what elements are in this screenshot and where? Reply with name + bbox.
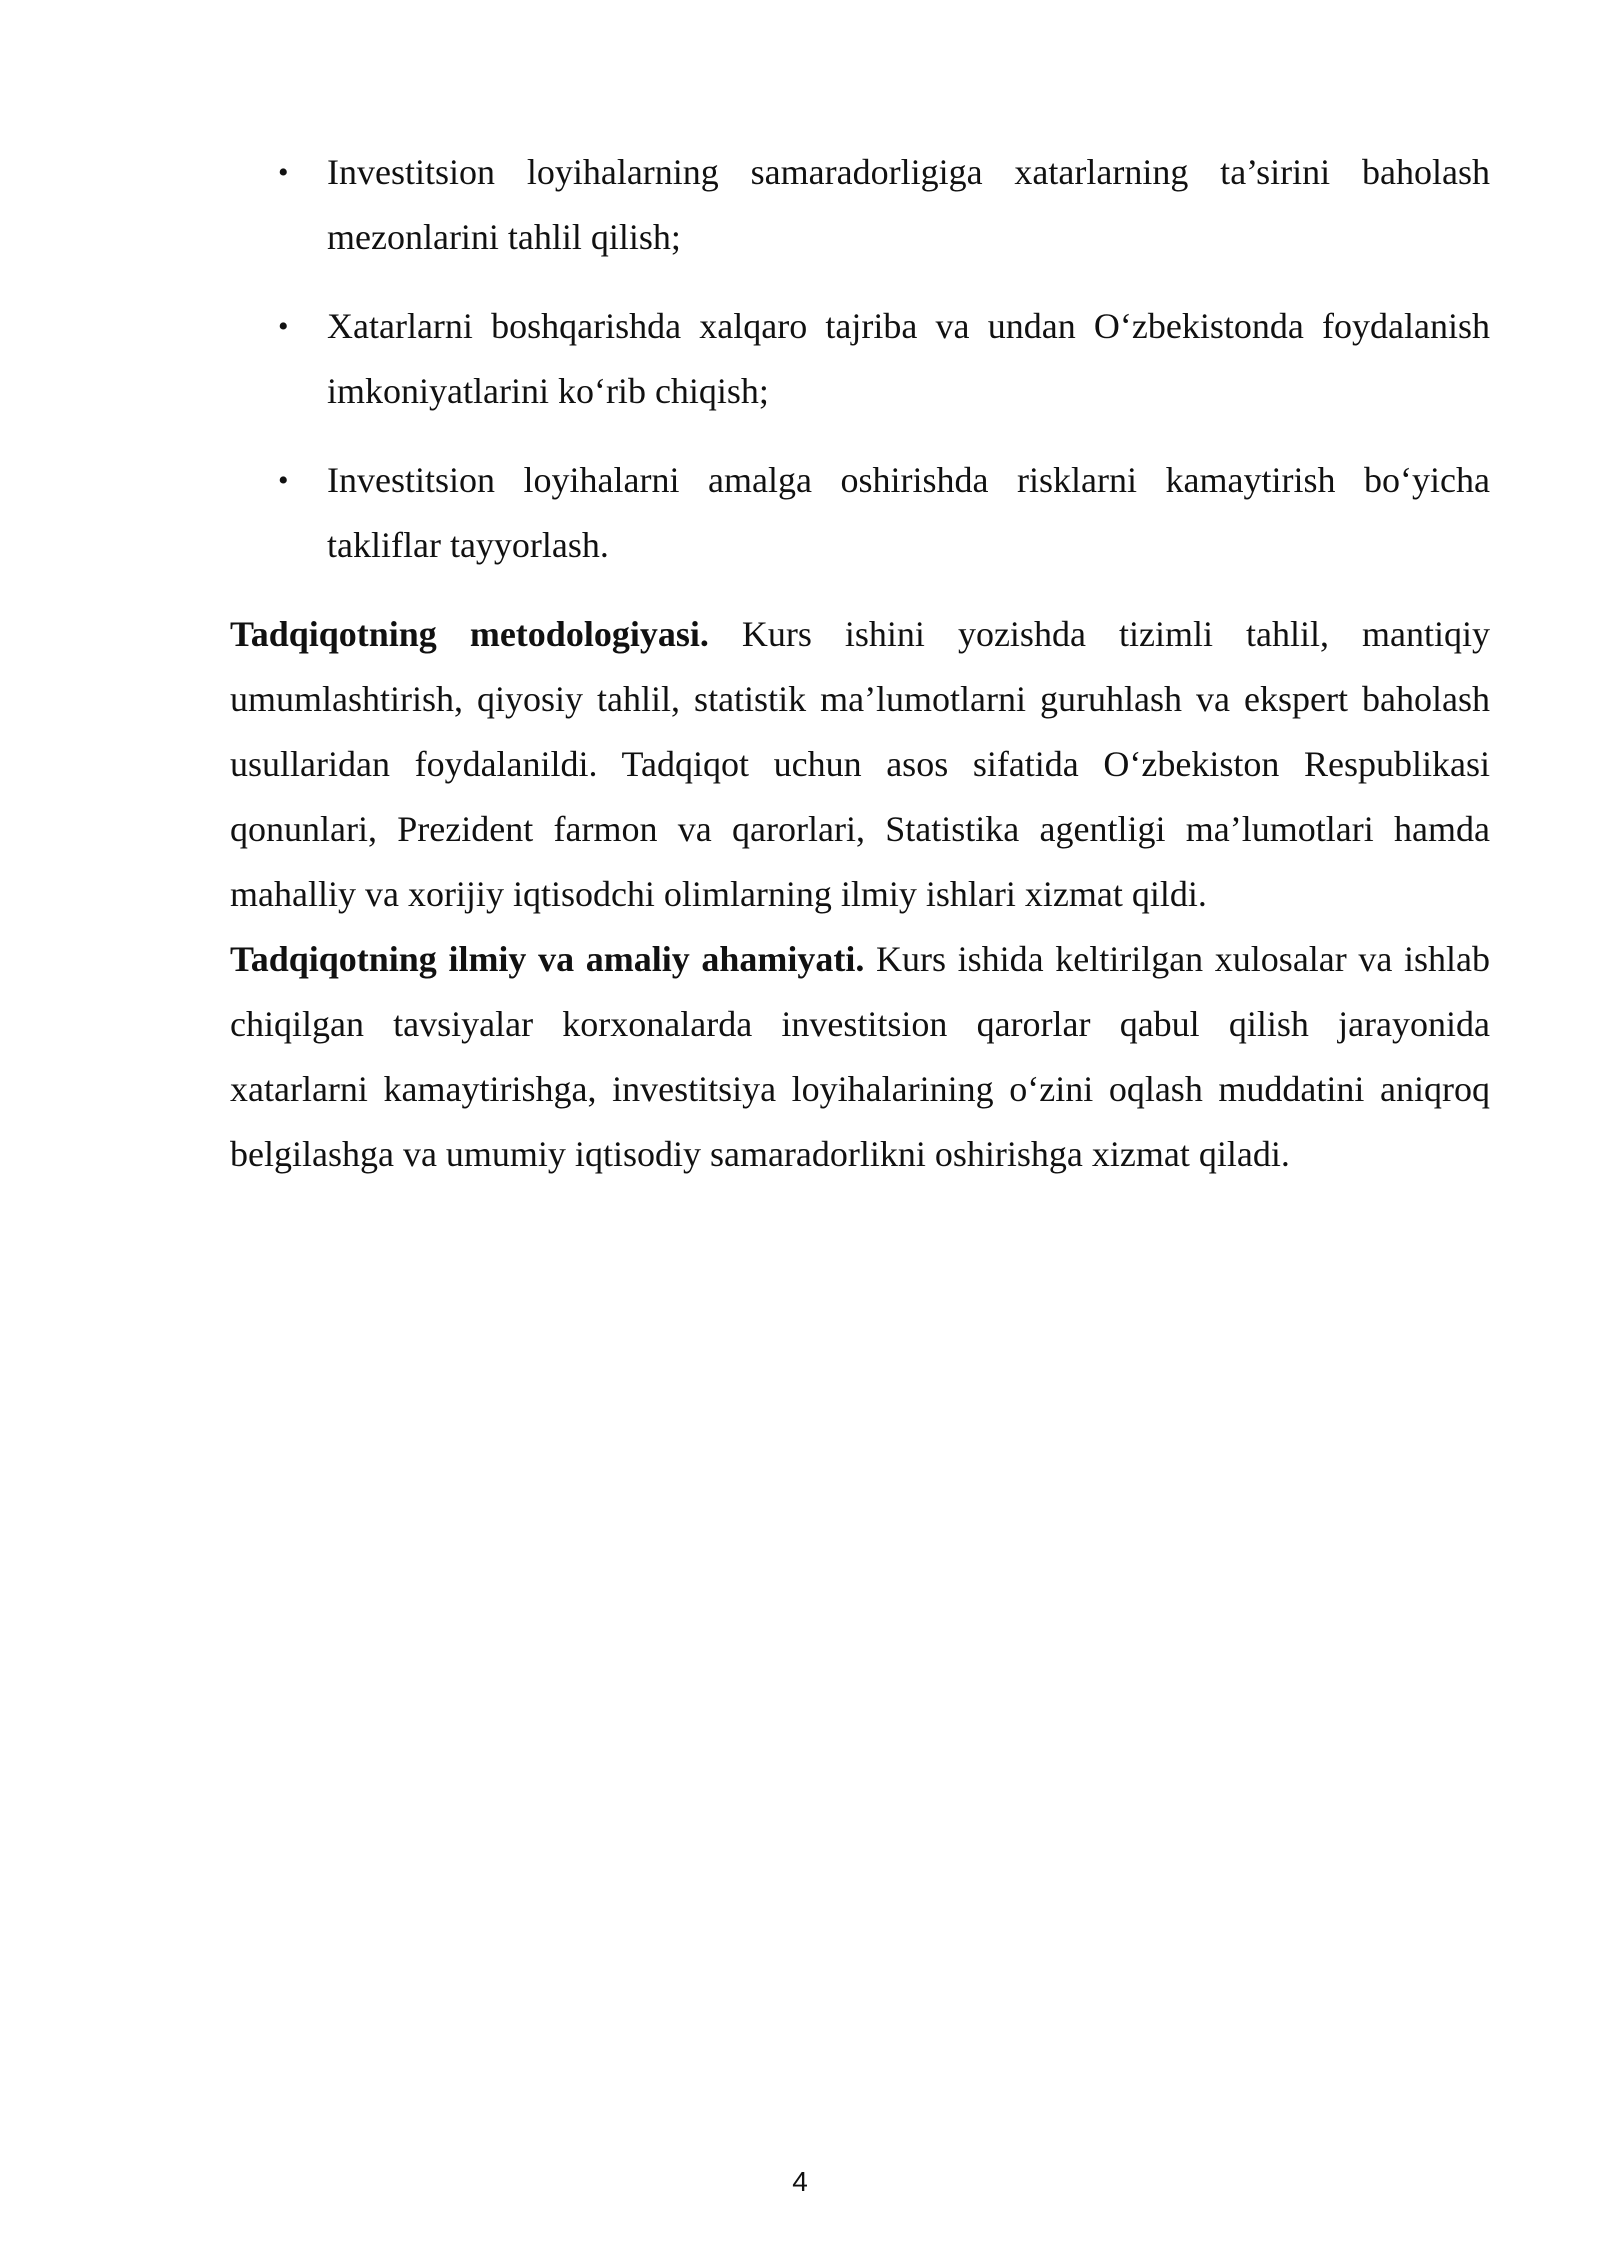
- list-item-text: Investitsion loyihalarni amalga oshirishda risklarni kamaytirish bo‘yicha takliflar tayyorlash.: [327, 460, 1490, 565]
- methodology-heading: Tadqiqotning metodologiyasi.: [230, 614, 709, 654]
- significance-text: Kurs ishida keltirilgan xulosalar va ishlab chiqilgan tavsiyalar korxonalarda investitsion qarorlar qabul qilish jarayonida xatarlarni kamaytirishga, investitsiya loyihalarining o‘zini oqlash muddatini aniqroq belgilashga va umumiy iqtisodiy samaradorlikni oshirishga xizmat qiladi.: [230, 939, 1490, 1174]
- bullet-icon: •: [278, 464, 289, 497]
- bullet-list: [230, 140, 1490, 578]
- list-item: [230, 140, 1490, 270]
- significance-heading: Tadqiqotning ilmiy va amaliy ahamiyati.: [230, 939, 865, 979]
- bullet-icon: •: [278, 156, 289, 189]
- page-content: [230, 140, 1490, 1187]
- list-item: [230, 448, 1490, 578]
- list-item-text: Investitsion loyihalarning samaradorligiga xatarlarning ta’sirini baholash mezonlarini tahlil qilish;: [327, 152, 1490, 257]
- list-item-text: Xatarlarni boshqarishda xalqaro tajriba va undan O‘zbekistonda foydalanish imkoniyatlarini ko‘rib chiqish;: [327, 306, 1490, 411]
- bullet-icon: •: [278, 310, 289, 343]
- list-item: [230, 294, 1490, 424]
- methodology-paragraph: [230, 602, 1490, 927]
- page-number: 4: [792, 2166, 808, 2197]
- significance-paragraph: [230, 927, 1490, 1187]
- methodology-text: Kurs ishini yozishda tizimli tahlil, mantiqiy umumlashtirish, qiyosiy tahlil, statistik ma’lumotlarni guruhlash va ekspert baholash usullaridan foydalanildi. Tadqiqot uchun asos sifatida O‘zbekiston Respublikasi qonunlari, Prezident farmon va qarorlari, Statistika agentligi ma’lumotlari hamda mahalliy va xorijiy iqtisodchi olimlarning ilmiy ishlari xizmat qildi.: [230, 614, 1490, 914]
